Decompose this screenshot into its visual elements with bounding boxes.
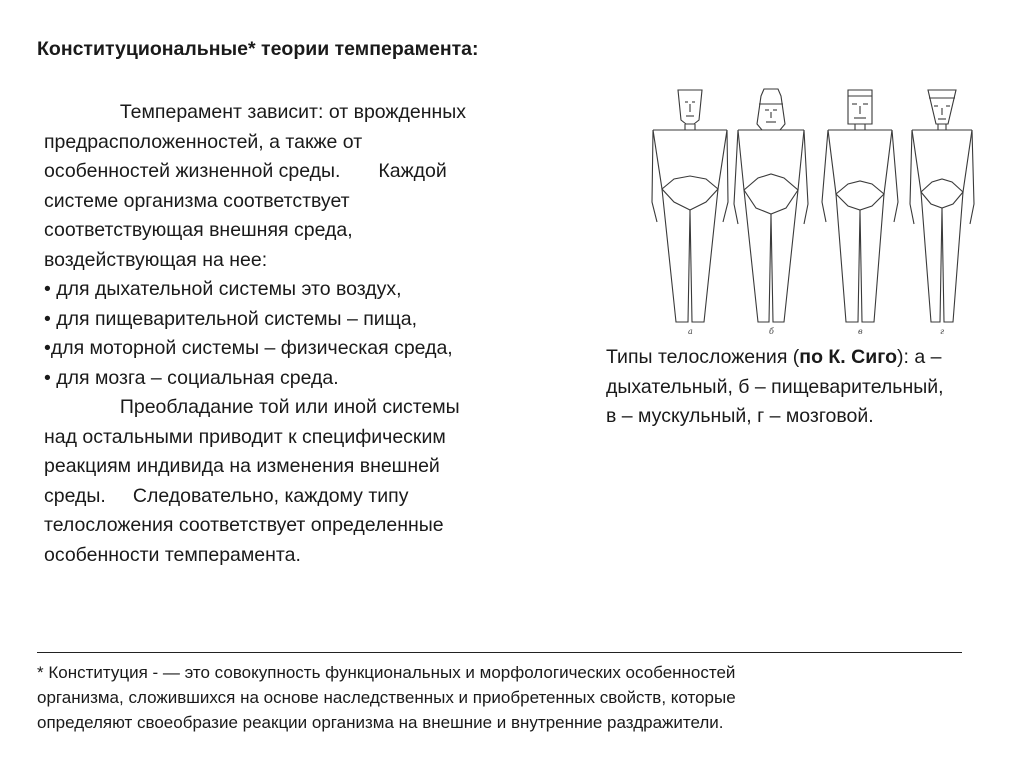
caption-line: дыхательный, б – пищеварительный, (606, 375, 944, 398)
caption-line: в – мускульный, г – мозговой. (606, 405, 874, 427)
text-line: предрасположенностей, а также от (44, 130, 363, 153)
bullet-item: • для мозга – социальная среда. (44, 366, 339, 389)
caption-prefix: Типы телосложения ( (606, 346, 800, 368)
text-line: реакциям индивида на изменения внешней (44, 455, 440, 477)
figure-label-a: а (688, 327, 693, 336)
text-line: Темперамент зависит: от врожденных (44, 101, 466, 123)
text-line: воздействующая на нее: (44, 248, 268, 271)
text-line: соответствующая внешняя среда, (44, 219, 353, 241)
bullet-item: • для дыхательной системы это воздух, (44, 278, 402, 300)
figure-label-v: в (858, 327, 863, 336)
text-line: среды. Следовательно, каждому типу (44, 484, 409, 507)
footnote (37, 660, 997, 735)
footnote-line: организма, сложившихся на основе наследственных и приобретенных свойств, которые (37, 688, 736, 707)
body-figure-v (822, 90, 898, 322)
text-line: Преобладание той или иной системы (44, 396, 460, 418)
bullet-item: •для моторной системы – физическая среда, (44, 337, 453, 359)
footnote-line: определяют своеобразие реакции организма на внешние и внутренние раздражители. (37, 713, 724, 732)
figure-label-g: г (940, 327, 945, 336)
body-types-figure (648, 84, 980, 336)
main-text (44, 98, 604, 570)
body-figure-b (734, 89, 808, 322)
footnote-line: * Конституция - — это совокупность функциональных и морфологических особенностей (37, 663, 736, 682)
text-line: телосложения соответствует определенные (44, 514, 444, 536)
text-line: системе организма соответствует (44, 189, 350, 212)
footnote-divider (37, 652, 962, 653)
caption-suffix: ): а – (897, 346, 942, 368)
body-figure-a (652, 90, 728, 322)
bullet-item: • для пищеварительной системы – пища, (44, 307, 418, 330)
text-line: особенностей жизненной среды. Каждой (44, 160, 447, 182)
slide-title: Конституциональные* теории темперамента: (37, 38, 479, 60)
text-line: особенности темперамента. (44, 543, 301, 566)
caption-author: по К. Сиго (799, 346, 897, 368)
body-figure-g (910, 90, 974, 322)
caption-line (606, 343, 1016, 373)
text-line: над остальными приводит к специфическим (44, 425, 446, 448)
figure-caption (606, 343, 1016, 432)
figure-label-b: б (769, 327, 774, 336)
